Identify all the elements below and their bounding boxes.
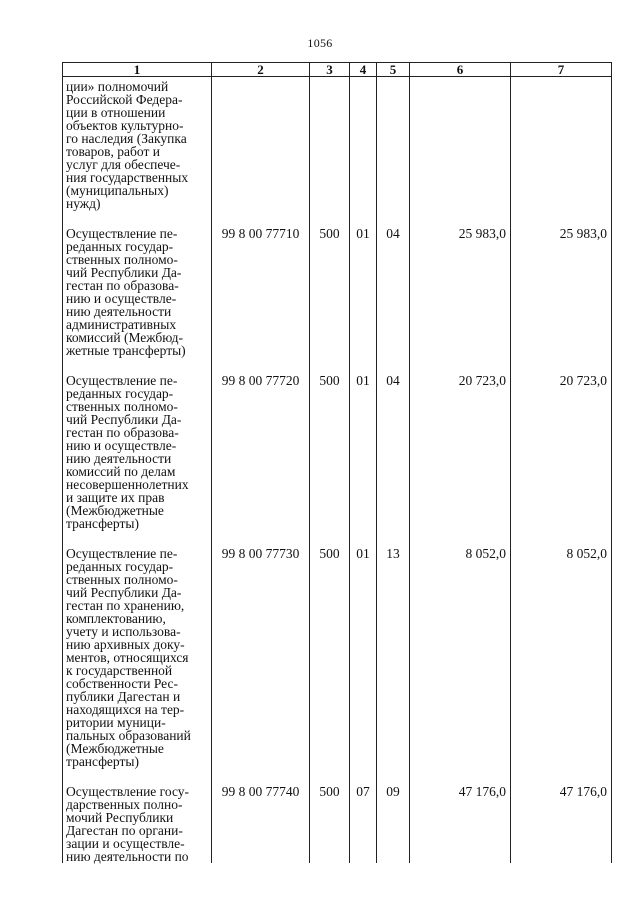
table-row xyxy=(63,785,612,863)
row-vr-cell xyxy=(310,77,350,228)
row-pr-cell: 04 xyxy=(377,374,410,547)
column-header-2: 2 xyxy=(212,63,310,77)
row-name: Осуществление пе- реданных государ- ственных полномо- чий Республики Да- гестан по образова- нию и осуществле- нию деятельности административных комиссий (Межбюд- жетные трансферты) xyxy=(66,226,186,358)
row-code-cell: 99 8 00 77710 xyxy=(212,227,310,374)
table-body xyxy=(63,77,612,864)
header-row xyxy=(63,63,612,77)
row-name: Осуществление пе- реданных государ- ственных полномо- чий Республики Да- гестан по образова- нию и осуществле- нию деятельности комиссий по делам несовершеннолетних и защите их прав (Межбюджетные трансферты) xyxy=(66,373,189,531)
row-name-cell xyxy=(63,374,212,547)
column-header-7: 7 xyxy=(511,63,612,77)
row-sum2-cell: 20 723,0 xyxy=(511,374,612,547)
row-pr-cell xyxy=(377,77,410,228)
row-rz-cell: 01 xyxy=(350,547,377,785)
row-rz-cell: 01 xyxy=(350,374,377,547)
row-sum2-cell: 47 176,0 xyxy=(511,785,612,863)
row-vr-cell: 500 xyxy=(310,227,350,374)
row-code-cell xyxy=(212,77,310,228)
row-rz-cell xyxy=(350,77,377,228)
row-code-cell: 99 8 00 77720 xyxy=(212,374,310,547)
column-header-4: 4 xyxy=(350,63,377,77)
row-sum1-cell: 20 723,0 xyxy=(410,374,511,547)
row-name-cell xyxy=(63,77,212,228)
table-header xyxy=(63,63,612,77)
column-header-6: 6 xyxy=(410,63,511,77)
column-header-3: 3 xyxy=(310,63,350,77)
row-sum1-cell xyxy=(410,77,511,228)
budget-table xyxy=(62,62,612,863)
row-code-cell: 99 8 00 77730 xyxy=(212,547,310,785)
row-sum2-cell: 25 983,0 xyxy=(511,227,612,374)
column-header-5: 5 xyxy=(377,63,410,77)
table-row xyxy=(63,547,612,785)
row-sum1-cell: 47 176,0 xyxy=(410,785,511,863)
row-name: ции» полномочий Российской Федера- ции в отношении объектов культурно- го наследия (Закупка товаров, работ и услуг для обеспече- ния государственных (муниципальных) нужд) xyxy=(66,79,189,211)
row-code-cell: 99 8 00 77740 xyxy=(212,785,310,863)
row-vr-cell: 500 xyxy=(310,547,350,785)
page-number: 1056 xyxy=(307,36,333,50)
row-name: Осуществление госу- дарственных полно- мочий Республики Дагестан по органи- зации и осуществле- нию деятельности по xyxy=(66,784,190,864)
table-row xyxy=(63,374,612,547)
table-row xyxy=(63,77,612,228)
row-name: Осуществление пе- реданных государ- ственных полномо- чий Республики Да- гестан по хранению, комплектованию, учету и использова- нию архивных доку- ментов, относящихся к государственной собственности Рес- публики Дагестан и находящихся на тер- ритории муници- пальных образований (Межбюджетные трансферты) xyxy=(66,546,191,769)
column-header-1: 1 xyxy=(63,63,212,77)
row-vr-cell: 500 xyxy=(310,785,350,863)
row-name-cell xyxy=(63,227,212,374)
row-name-cell xyxy=(63,785,212,863)
table-row xyxy=(63,227,612,374)
row-sum2-cell xyxy=(511,77,612,228)
row-pr-cell: 09 xyxy=(377,785,410,863)
row-sum2-cell: 8 052,0 xyxy=(511,547,612,785)
row-rz-cell: 07 xyxy=(350,785,377,863)
row-rz-cell: 01 xyxy=(350,227,377,374)
row-pr-cell: 04 xyxy=(377,227,410,374)
row-name-cell xyxy=(63,547,212,785)
row-sum1-cell: 8 052,0 xyxy=(410,547,511,785)
row-sum1-cell: 25 983,0 xyxy=(410,227,511,374)
row-vr-cell: 500 xyxy=(310,374,350,547)
row-pr-cell: 13 xyxy=(377,547,410,785)
